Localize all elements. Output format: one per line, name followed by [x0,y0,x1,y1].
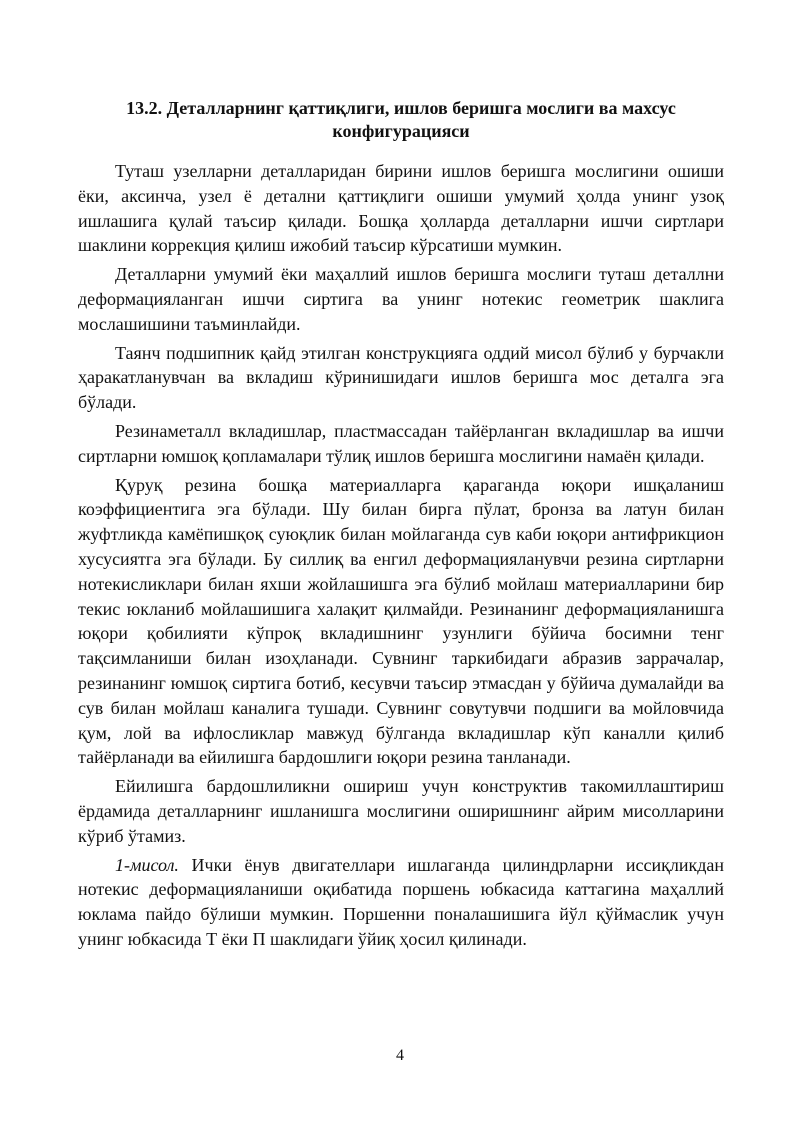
paragraph-6: Ейилишга бардошлиликни ошириш учун конструктив такомиллаштириш ёрдамида деталларнинг ишланишга мослигини оширишнинг айрим мисолларини кўриб ўтамиз. [78,776,724,846]
example-text: Ички ёнув двигателлари ишлаганда цилиндрларни иссиқликдан нотекис деформацияланиши оқибатида поршень юбкасида каттагина маҳаллий юклама пайдо бўлиши мумкин. Поршенни поналашишига йўл қўймаслик учун унинг юбкасида Т ёки П шаклидаги ўйиқ ҳосил қилинади. [78,854,724,949]
example-paragraph [78,853,724,952]
paragraph-5: Қуруқ резина бошқа материалларга қараганда юқори ишқаланиш коэффициентига эга бўлади. Шу билан бирга пўлат, бронза ва латун билан жуфтликда камёпишқоқ суюқлик билан мойлаганда сув каби юқори антифрикцион хусусиятга эга бўлади. Бу силлиқ ва енгил деформацияланувчи резина сиртларни нотекисликлари билан яхши жойлашишга эга бўлиб мойлаш материалларини бир текис юкланиб мойлашишига халақит қилмайди. Резинанинг деформацияланишга юқори қобилияти кўпроқ вкладишнинг узунлиги бўйича босимни тенг тақсимланиши билан изоҳланади. Сувнинг таркибидаги абразив заррачалар, резинанинг юмшоқ сиртига ботиб, кесувчи таъсир этмасдан у бўйича думалайди ва сув билан мойлаш каналига тушади. Сувнинг совутувчи подшиги ва мойловчида қум, лой ва ифлосликлар мавжуд бўлганда вкладишлар кўп каналли қилиб тайёрланади ва ейилишга бардошлиги юқори резина танланади. [78,474,724,768]
section-heading [78,97,724,143]
page-number: 4 [396,1047,404,1064]
paragraph-2: Деталларни умумий ёки маҳаллий ишлов беришга мослиги туташ деталлни деформацияланган ишчи сиртига ва унинг нотекис геометрик шаклига мослашишини таъминлайди. [78,264,724,334]
document-page [78,97,724,956]
section-heading-line-2: конфигурацияси [332,121,470,141]
paragraph-3: Таянч подшипник қайд этилган конструкцияга оддий мисол бўлиб у бурчакли ҳаракатланувчан ва вкладиш кўринишидаги ишлов беришга мос деталга эга бўлади. [78,342,724,413]
paragraph-1: Туташ узелларни деталларидан бирини ишлов беришга мослигини ошиши ёки, аксинча, узел ё детални қаттиқлиги ошиши умумий ҳолда унинг узоқ ишлашига қулай таъсир қилади. Бошқа ҳолларда деталларни ишчи сиртлари шаклини коррекция қилиш ижобий таъсир кўрсатиши мумкин. [78,161,724,256]
paragraph-4: Резинаметалл вкладишлар, пластмассадан тайёрланган вкладишлар ва ишчи сиртларни юмшоқ қопламалари тўлиқ ишлов беришга мослигини намаён қилади. [78,420,724,466]
section-heading-line-1: 13.2. Деталларнинг қаттиқлиги, ишлов беришга мослиги ва махсус [126,98,676,118]
example-lead: 1-мисол. [115,854,179,875]
